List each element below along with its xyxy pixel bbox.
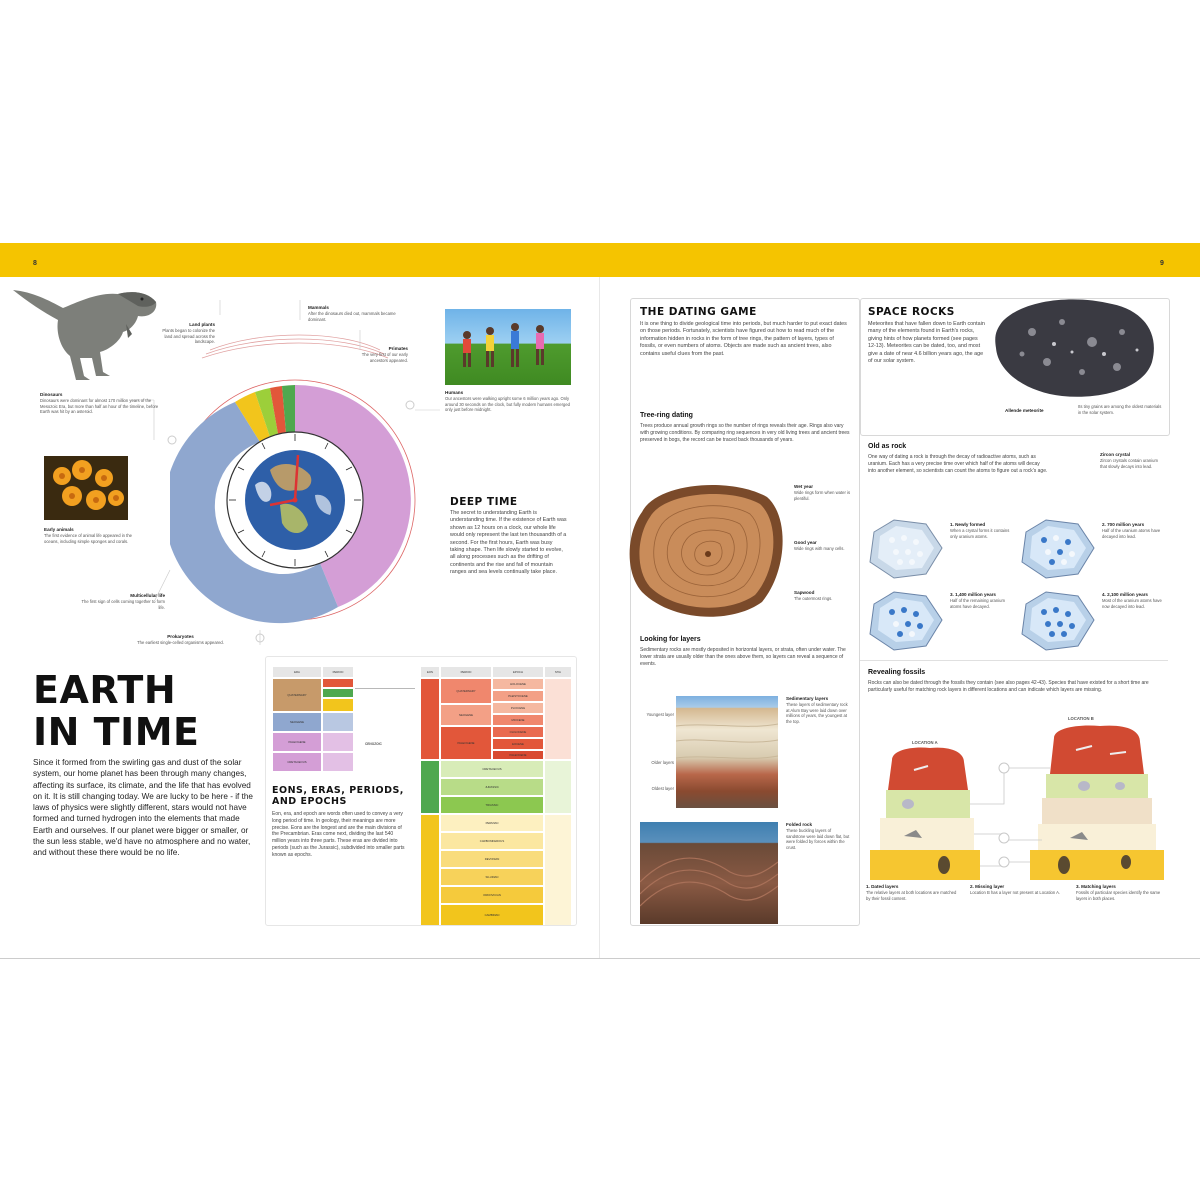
fossils-text: Rocks can also be dated through the fossils they contain (see also pages 42-43). Species that have existed for a short time are particularly useful for matching rock layers in different locations and can indicate which layers are missing. [868, 680, 1149, 693]
deep-time-text: The secret to understanding Earth is understanding time. If the existence of Earth was shown as 12 hours on a clock, our whole life would only represent the last ten thousandth of a second. For the first hours, Earth was busy taking shape. Then life slowly started to evolve, all along processes such as the drifting of continents and the rise and fall of mountain ranges and sea levels continually take place. [450, 510, 567, 576]
era-mesozoic [421, 761, 439, 813]
timetable-cenozoic-label: CENOZOIC [365, 742, 382, 746]
small-table-row-quaternary: QUATERNARY [273, 679, 321, 711]
label-early-animals: Early animals The first evidence of animal life appeared in the oceans, including simple sponges and corals. [44, 527, 132, 544]
layers-text: Sedimentary rocks are mostly deposited in horizontal layers, or strata, often under water. The lower strata are usually older than the ones above them, so layers can reveal a sequence of events. [640, 647, 846, 667]
label-dinosaurs: Dinosaurs Dinosaurs were dominant for almost 170 million years of the Mesozoic Era, but more than half an hour of the timeline, before Earth was hit by an asteroid. [40, 392, 159, 415]
label-wet-year: Wet year Wide rings form when water is plentiful. [794, 484, 851, 501]
eons-text: Eon, era, and epoch are words often used to convey a very long period of time. In geology, their meanings are more precise. Eons are the longest and are the main divisions of the Precambrian. Eras come next, dividing the last 540 million years into three parts. These eras are divided into periods (such as the Jurassic), subdivided into smaller parts known as epochs. [272, 811, 405, 858]
label-zircon: Zircon crystal Zircon crystals contain uranium that slowly decays into lead. [1100, 452, 1158, 469]
crystal-1 [866, 518, 946, 580]
label-oldest: Oldest layer [651, 786, 674, 791]
meteorite-caption: Its tiny grains are among the oldest materials in the solar system. [1078, 404, 1162, 415]
label-land-plants: Land plants Plants began to colonize the land and spread across the landscape. [162, 322, 215, 345]
eons-heading: EONS, ERAS, PERIODS, AND EPOCHS [272, 785, 404, 807]
era-paleozoic [421, 815, 439, 925]
folded-rock-photo [640, 822, 778, 924]
crystal-3 [866, 590, 946, 652]
fossils-step3: 3. Matching layers Fossils of particular species identify the same layers in both places. [1076, 884, 1161, 901]
fossils-step2: 2. Missing layer Location B has a layer not present at Location A. [970, 884, 1061, 895]
section-divider [860, 660, 1168, 661]
dating-game-heading: THE DATING GAME [640, 306, 757, 318]
small-table-header-era: ERA [273, 667, 321, 677]
humans-photo [445, 309, 571, 385]
deep-time-heading: DEEP TIME [450, 496, 518, 508]
fossil-columns [864, 720, 1168, 882]
label-multicellular: Multicellular life The first sign of cells coming together to form life. [81, 593, 165, 610]
label-prokaryotes: Prokaryotes The earliest single-celled organisms appeared. [137, 634, 224, 645]
label-mammals: Mammals After the dinosaurs died out, mammals became dominant. [308, 305, 396, 322]
tree-ring-text: Trees produce annual growth rings so the number of rings reveals their age. Rings also vary with growing conditions. By comparing ring sequences in very old living trees and ancient trees preserved in bogs, the record can be traced back thousands of years. [640, 423, 850, 443]
space-rocks-heading: SPACE ROCKS [868, 306, 955, 318]
label-sapwood: Sapwood The outermost rings. [794, 590, 833, 601]
geologic-timetable: EON PERIOD EPOCH MYA QUATERNARY NEOGENE PALEOGENE HOLOCENE PLEISTOCENE PLIOCENE MIOCENE OLIGOCENE EOCENE PALEOCENE CRETACEOUS JURASSIC TRIASSIC PERMIAN CARBONIFEROUS DEVONIAN SILURIAN ORDOVICIAN CAMBRIAN [421, 667, 571, 925]
location-a-label: LOCATION A [912, 740, 938, 745]
earth-clock [170, 375, 420, 625]
meteorite-image [992, 292, 1162, 404]
layers-heading: Looking for layers [640, 636, 701, 643]
small-table-header-period: PERIOD [323, 667, 353, 677]
label-step3: 3. 1,400 million years Half of the remaining uranium atoms have decayed. [950, 592, 1005, 609]
crystal-4 [1018, 590, 1098, 652]
label-older: Older layers [651, 760, 674, 765]
label-step4: 4. 2,100 million years Most of the uranium atoms have now decayed into lead. [1102, 592, 1162, 609]
label-step1: 1. Newly formed When a crystal forms it contains only uranium atoms. [950, 522, 1010, 539]
fossils-heading: Revealing fossils [868, 669, 926, 676]
label-good-year: Good year Wide rings with many cells. [794, 540, 845, 551]
dating-game-text: It is one thing to divide geological time into periods, but much harder to put exact dates on those periods. Fortunately, scientists have figured out how to read much of the information hidden in rocks in the form of tree rings, the pattern of layers, types of fossils, or even numbers of atoms. Objects are made such as ancient trees, also contains useful clues from the past. [640, 321, 847, 357]
label-humans: Humans Our ancestors were walking upright some 6 million years ago. Only around 30 seconds on the clock, but fully modern humans emerged only just before midnight. [445, 390, 571, 413]
small-table-row-paleogene: PALEOGENE [273, 733, 321, 751]
gutter [599, 277, 600, 958]
meteorite-label: Allende meteorite [1005, 408, 1044, 413]
early-animals-photo [44, 456, 128, 520]
location-b-label: LOCATION B [1068, 716, 1094, 721]
crystal-2 [1018, 518, 1098, 580]
label-primates: Primates The very first of our early ancestors appeared. [361, 346, 408, 363]
sedimentary-cliff-photo [676, 696, 778, 808]
intro-text: Since it formed from the swirling gas and dust of the solar system, our home planet has been through many changes, affecting its surface, its climate, and the life that has evolved on it. It is still changing today. We are lucky to be here - if the laws of physics were slightly different, stars would not have formed and turned hydrogen into the elements that made Earth and ourselves. If our planet were bigger or smaller, or the sun less stable, we'd have no atmosphere and no water, and without these there would be no life. [33, 758, 253, 858]
page-number-right: 9 [1160, 260, 1164, 267]
fossils-step1: 1. Dated layers The relative layers at both locations are matched by their fossil content. [866, 884, 957, 901]
era-cenozoic [421, 679, 439, 759]
page-title: EARTH IN TIME [33, 668, 200, 754]
page-number-left: 8 [33, 260, 37, 267]
space-rocks-text: Meteorites that have fallen down to Earth contain many of the elements found in Earth's rocks, giving hints of how planets formed (see pages 12-13). Meteorites can be dated, too, and most give a date of near 4.6 billion years ago, the age of our solar system. [868, 321, 985, 365]
old-as-rock-text: One way of dating a rock is through the decay of radioactive atoms, such as uranium. Each has a very precise time over which half of the atoms will decay into another element, so scientists can count the atoms to figure out a rock's age. [868, 454, 1048, 474]
small-table-row-cretaceous: CRETACEOUS [273, 753, 321, 771]
timetable-small [273, 667, 353, 777]
label-youngest: Youngest layer [646, 712, 674, 717]
tree-ring-heading: Tree-ring dating [640, 412, 693, 419]
tree-ring-slice [622, 472, 792, 627]
timetable-connector [355, 688, 415, 689]
small-table-row-neogene: NEOGENE [273, 713, 321, 731]
old-as-rock-heading: Old as rock [868, 443, 907, 450]
label-step2: 2. 700 million years Half of the uranium atoms have decayed into lead. [1102, 522, 1161, 539]
header-bar [0, 243, 1200, 277]
label-sedimentary: Sedimentary layers These layers of sedimentary rock at Alum Bay were laid down over millions of years, the youngest at the top. [786, 696, 848, 724]
label-folded: Folded rock These buckling layers of sandstone were laid down flat, but were folded by forces within the crust. [786, 822, 850, 850]
